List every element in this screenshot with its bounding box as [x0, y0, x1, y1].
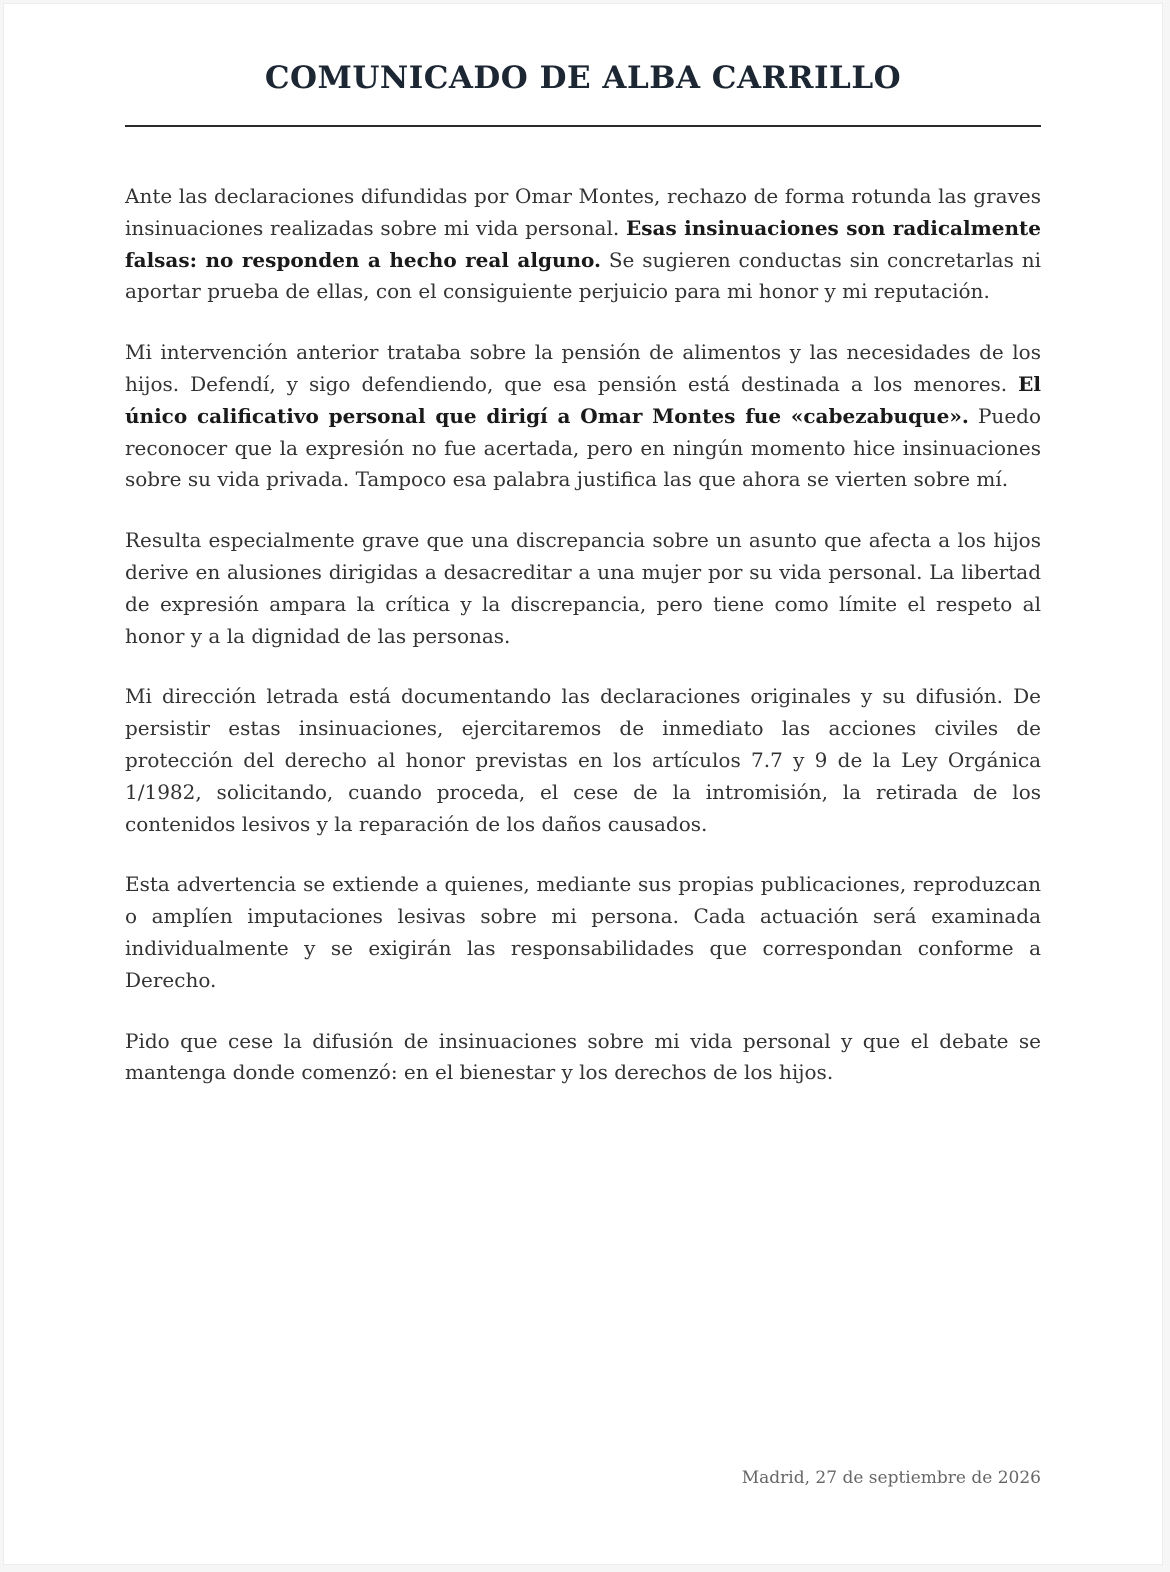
paragraph-5-text: Esta advertencia se extiende a quienes, mediante sus propias publicaciones, reproduzcan o amplíen imputaciones lesivas sobre mi persona. Cada actuación será examinada individualmente y se exigirán las responsabilidades que correspondan conforme a Derecho. — [125, 872, 1041, 992]
paragraph-6-text: Pido que cese la difusión de insinuaciones sobre mi vida personal y que el debate se mantenga donde comenzó: en el bienestar y los derechos de los hijos. — [125, 1028, 1041, 1085]
paragraph-5 — [125, 869, 1041, 996]
paragraph-2-emphasis: El único calificativo personal que dirigí a Omar Montes fue «cabezabuque». — [125, 371, 1041, 428]
paragraph-2 — [125, 337, 1041, 496]
paragraph-2-text-b: Puedo reconocer que la expresión no fue acertada, pero en ningún momento hice insinuaciones sobre su vida privada. Tampoco esa palabra justifica las que ahora se vierten sobre mí. — [125, 403, 1041, 492]
place-and-date: Madrid, 27 de septiembre de 2026 — [741, 1468, 1041, 1488]
paragraph-1-text-a: Ante las declaraciones difundidas por Omar Montes, rechazo de forma rotunda las graves insinuaciones realizadas sobre mi vida personal. — [125, 184, 1041, 240]
paragraph-6 — [125, 1026, 1041, 1090]
paragraph-4-text: Mi dirección letrada está documentando las declaraciones originales y su difusión. De persistir estas insinuaciones, ejercitaremos de inmediato las acciones civiles de protección del derecho al honor previstas en los artículos 7.7 y 9 de la Ley Orgánica 1/1982, solicitando, cuando proceda, el cese de la intromisión, la retirada de los contenidos lesivos y la reparación de los daños causados. — [125, 684, 1041, 836]
paragraph-4 — [125, 681, 1041, 840]
document-page — [4, 4, 1162, 1564]
document-body — [125, 181, 1041, 1118]
paragraph-1 — [125, 181, 1041, 308]
title-divider — [125, 125, 1041, 127]
paragraph-1-emphasis: Esas insinuaciones son radicalmente falsas: no responden a hecho real alguno. — [125, 215, 1041, 272]
paragraph-3-text: Resulta especialmente grave que una discrepancia sobre un asunto que afecta a los hijos derive en alusiones dirigidas a desacreditar a una mujer por su vida personal. La libertad de expresión ampara la crítica y la discrepancia, pero tiene como límite el respeto al honor y a la dignidad de las personas. — [125, 528, 1041, 648]
paragraph-2-text-a: Mi intervención anterior trataba sobre la pensión de alimentos y las necesidades de los hijos. Defendí, y sigo defendiendo, que esa pensión está destinada a los menores. — [125, 340, 1041, 396]
paragraph-3 — [125, 525, 1041, 652]
paragraph-1-text-b: Se sugieren conductas sin concretarlas ni aportar prueba de ellas, con el consiguiente perjuicio para mi honor y mi reputación. — [125, 247, 1041, 304]
document-title: COMUNICADO DE ALBA CARRILLO — [264, 60, 902, 96]
